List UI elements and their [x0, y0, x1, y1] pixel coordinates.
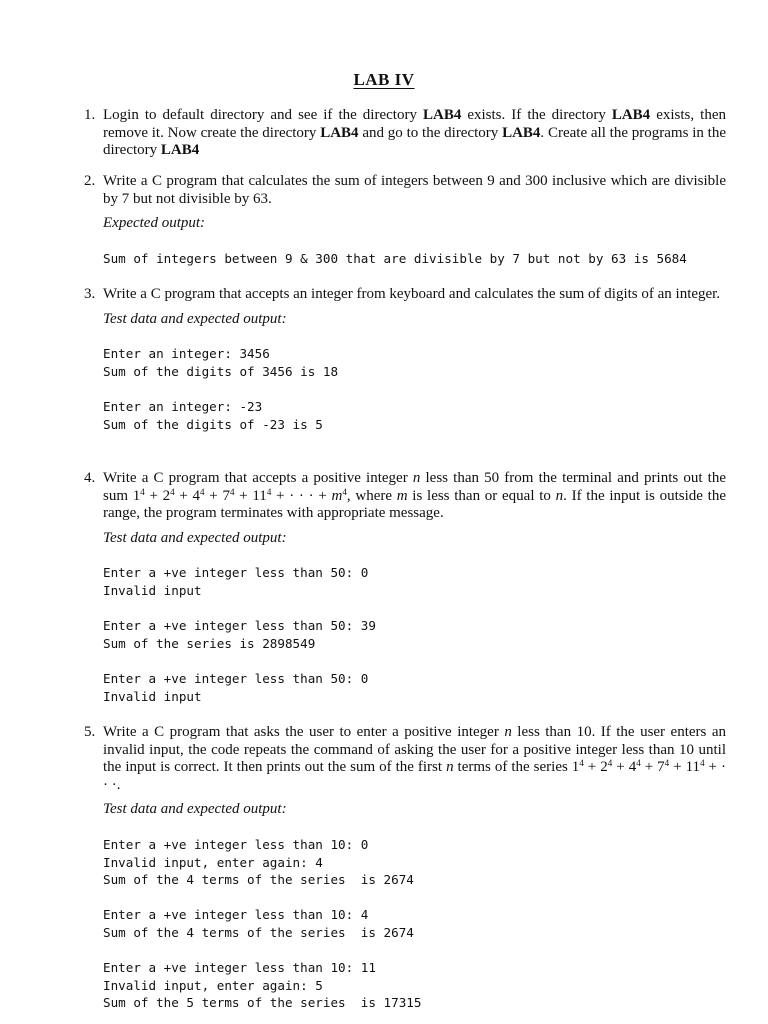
exercise-2: [84, 173, 726, 267]
exercise-number: 1.: [84, 107, 96, 123]
code-output: Enter a +ve integer less than 10: 11 Invalid input, enter again: 5 Sum of the 5 terms of the series is 17315: [103, 960, 422, 1011]
exercise-number: 5.: [84, 724, 96, 740]
exercise-5: [84, 724, 726, 1012]
exercise-text: Write a C program that accepts a positive integer n less than 50 from the terminal and prints out the sum $1^4 + 2^4 + 4^4 + 7^4 + 11^4$ + · · · + $m^4$, where m is less than or equal to n. If the input is outside the range, the program terminates with appropriate message. Test data and expected output: Enter a +ve integer less than 50: 0 Invalid input Enter a +ve integer less than 50: 39 Sum of the series is 2898549 Enter a +ve integer less than 50: 0 Invalid input: [103, 470, 726, 704]
output-label: Test data and expected output:: [103, 529, 287, 546]
exercise-number: 2.: [84, 173, 96, 189]
exercise-number: 4.: [84, 470, 96, 486]
exercise-text: Login to default directory and see if the directory LAB4 exists. If the directory LAB4 exists, then remove it. Now create the directory LAB4 and go to the directory LAB4. Create all the programs in the directory LAB4: [103, 107, 726, 159]
exercise-text: Write a C program that asks the user to enter a positive integer n less than 10. If the user enters an invalid input, the code repeats the command of asking the user for a positive integer less than 10 until the input is correct. It then prints out the sum of the first n terms of the series $1^4 + 2^4 + 4^4 + 7^4 + 11^4$ + · · ·. Test data and expected output: Enter a +ve integer less than 10: 0 Invalid input, enter again: 4 Sum of the 4 terms of the series is 2674 Enter a +ve integer less than 10: 4 Sum of the 4 terms of the series is 2674 Enter a +ve integer less than 10: 11 Invalid input, enter again: 5 Sum of the 5 terms of the series is 17315: [103, 724, 726, 1011]
output-label: Test data and expected output:: [103, 310, 287, 327]
code-output: Enter an integer: -23 Sum of the digits of -23 is 5: [103, 398, 323, 432]
code-output: Enter a +ve integer less than 50: 39 Sum of the series is 2898549: [103, 618, 376, 651]
code-output: Sum of integers between 9 & 300 that are divisible by 7 but not by 63 is 5684: [103, 250, 687, 266]
page-title: LAB IV: [353, 70, 415, 89]
code-output: Enter a +ve integer less than 10: 4 Sum of the 4 terms of the series is 2674: [103, 907, 414, 940]
exercise-1: [84, 107, 726, 160]
exercise-3: [84, 286, 726, 433]
output-label: Expected output:: [103, 215, 206, 232]
exercise-number: 3.: [84, 286, 96, 302]
output-label: Test data and expected output:: [103, 801, 287, 818]
exercise-4: [84, 470, 726, 705]
code-output: Enter a +ve integer less than 50: 0 Invalid input: [103, 565, 369, 598]
code-output: Enter a +ve integer less than 50: 0 Invalid input: [103, 670, 369, 704]
code-output: Enter an integer: 3456 Sum of the digits of 3456 is 18: [103, 346, 339, 379]
exercise-text: Write a C program that accepts an integer from keyboard and calculates the sum of digits of an integer. Test data and expected output: Enter an integer: 3456 Sum of the digits of 3456 is 18 Enter an integer: -23 Sum of the digits of -23 is 5: [103, 286, 726, 433]
code-output: Enter a +ve integer less than 10: 0 Invalid input, enter again: 4 Sum of the 4 terms of the series is 2674: [103, 836, 414, 888]
exercise-text: Write a C program that calculates the sum of integers between 9 and 300 inclusive which are divisible by 7 but not divisible by 63. Expected output: Sum of integers between 9 & 300 that are divisible by 7 but not by 63 is 5684: [103, 173, 726, 266]
